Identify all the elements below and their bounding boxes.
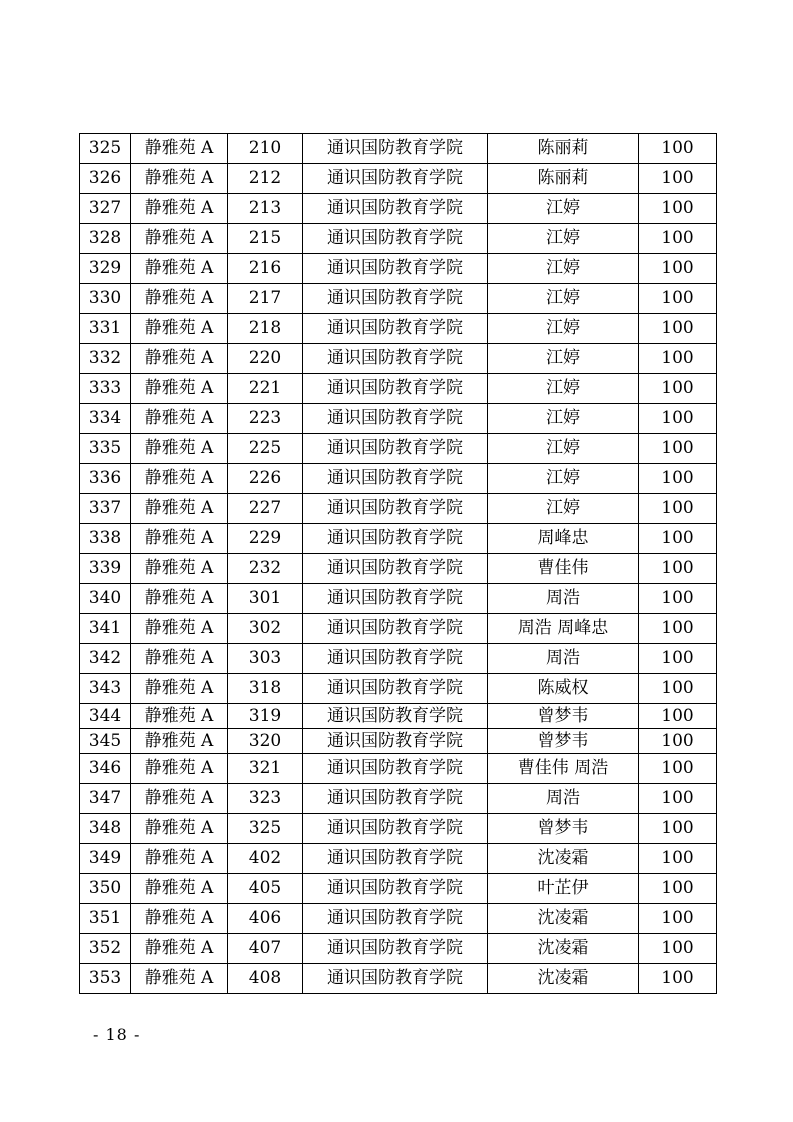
counselor-cell: 周峰忠 bbox=[488, 524, 639, 554]
room-cell: 303 bbox=[228, 644, 303, 674]
building-cell: 静雅苑 A bbox=[131, 344, 228, 374]
table-row bbox=[80, 494, 717, 524]
building-cell: 静雅苑 A bbox=[131, 284, 228, 314]
college-cell: 通识国防教育学院 bbox=[303, 494, 488, 524]
dormitory-table bbox=[79, 133, 717, 994]
table-row bbox=[80, 584, 717, 614]
counselor-cell: 陈丽莉 bbox=[488, 134, 639, 164]
counselor-cell: 沈凌霜 bbox=[488, 934, 639, 964]
row-number-cell: 332 bbox=[80, 344, 131, 374]
score-cell: 100 bbox=[639, 284, 717, 314]
score-cell: 100 bbox=[639, 754, 717, 784]
counselor-cell: 周浩 bbox=[488, 644, 639, 674]
score-cell: 100 bbox=[639, 524, 717, 554]
counselor-cell: 曾梦韦 bbox=[488, 729, 639, 754]
score-cell: 100 bbox=[639, 464, 717, 494]
table-row bbox=[80, 784, 717, 814]
table-row bbox=[80, 644, 717, 674]
score-cell: 100 bbox=[639, 314, 717, 344]
row-number-cell: 336 bbox=[80, 464, 131, 494]
counselor-cell: 曹佳伟 周浩 bbox=[488, 754, 639, 784]
building-cell: 静雅苑 A bbox=[131, 644, 228, 674]
row-number-cell: 334 bbox=[80, 404, 131, 434]
room-cell: 321 bbox=[228, 754, 303, 784]
room-cell: 213 bbox=[228, 194, 303, 224]
counselor-cell: 沈凌霜 bbox=[488, 904, 639, 934]
counselor-cell: 叶芷伊 bbox=[488, 874, 639, 904]
college-cell: 通识国防教育学院 bbox=[303, 134, 488, 164]
counselor-cell: 江婷 bbox=[488, 254, 639, 284]
row-number-cell: 342 bbox=[80, 644, 131, 674]
score-cell: 100 bbox=[639, 344, 717, 374]
college-cell: 通识国防教育学院 bbox=[303, 674, 488, 704]
college-cell: 通识国防教育学院 bbox=[303, 584, 488, 614]
table-row bbox=[80, 464, 717, 494]
building-cell: 静雅苑 A bbox=[131, 224, 228, 254]
room-cell: 226 bbox=[228, 464, 303, 494]
table-row bbox=[80, 404, 717, 434]
room-cell: 319 bbox=[228, 704, 303, 729]
room-cell: 223 bbox=[228, 404, 303, 434]
college-cell: 通识国防教育学院 bbox=[303, 464, 488, 494]
room-cell: 229 bbox=[228, 524, 303, 554]
score-cell: 100 bbox=[639, 904, 717, 934]
row-number-cell: 325 bbox=[80, 134, 131, 164]
score-cell: 100 bbox=[639, 964, 717, 994]
counselor-cell: 陈威权 bbox=[488, 674, 639, 704]
row-number-cell: 346 bbox=[80, 754, 131, 784]
room-cell: 212 bbox=[228, 164, 303, 194]
college-cell: 通识国防教育学院 bbox=[303, 874, 488, 904]
table-row bbox=[80, 284, 717, 314]
building-cell: 静雅苑 A bbox=[131, 784, 228, 814]
score-cell: 100 bbox=[639, 844, 717, 874]
college-cell: 通识国防教育学院 bbox=[303, 729, 488, 754]
room-cell: 406 bbox=[228, 904, 303, 934]
college-cell: 通识国防教育学院 bbox=[303, 904, 488, 934]
counselor-cell: 江婷 bbox=[488, 224, 639, 254]
room-cell: 225 bbox=[228, 434, 303, 464]
college-cell: 通识国防教育学院 bbox=[303, 524, 488, 554]
row-number-cell: 338 bbox=[80, 524, 131, 554]
building-cell: 静雅苑 A bbox=[131, 844, 228, 874]
table-row bbox=[80, 729, 717, 754]
counselor-cell: 曾梦韦 bbox=[488, 814, 639, 844]
score-cell: 100 bbox=[639, 194, 717, 224]
counselor-cell: 江婷 bbox=[488, 374, 639, 404]
building-cell: 静雅苑 A bbox=[131, 374, 228, 404]
room-cell: 218 bbox=[228, 314, 303, 344]
score-cell: 100 bbox=[639, 814, 717, 844]
counselor-cell: 沈凌霜 bbox=[488, 964, 639, 994]
building-cell: 静雅苑 A bbox=[131, 704, 228, 729]
row-number-cell: 335 bbox=[80, 434, 131, 464]
building-cell: 静雅苑 A bbox=[131, 964, 228, 994]
counselor-cell: 江婷 bbox=[488, 344, 639, 374]
row-number-cell: 337 bbox=[80, 494, 131, 524]
table-row bbox=[80, 704, 717, 729]
table-row bbox=[80, 134, 717, 164]
table-body bbox=[80, 134, 717, 994]
building-cell: 静雅苑 A bbox=[131, 874, 228, 904]
table-row bbox=[80, 814, 717, 844]
row-number-cell: 344 bbox=[80, 704, 131, 729]
college-cell: 通识国防教育学院 bbox=[303, 704, 488, 729]
room-cell: 320 bbox=[228, 729, 303, 754]
score-cell: 100 bbox=[639, 254, 717, 284]
room-cell: 408 bbox=[228, 964, 303, 994]
room-cell: 405 bbox=[228, 874, 303, 904]
counselor-cell: 曹佳伟 bbox=[488, 554, 639, 584]
college-cell: 通识国防教育学院 bbox=[303, 344, 488, 374]
room-cell: 402 bbox=[228, 844, 303, 874]
score-cell: 100 bbox=[639, 404, 717, 434]
table-row bbox=[80, 344, 717, 374]
building-cell: 静雅苑 A bbox=[131, 434, 228, 464]
room-cell: 302 bbox=[228, 614, 303, 644]
table-row bbox=[80, 434, 717, 464]
counselor-cell: 江婷 bbox=[488, 464, 639, 494]
row-number-cell: 329 bbox=[80, 254, 131, 284]
counselor-cell: 江婷 bbox=[488, 284, 639, 314]
counselor-cell: 周浩 周峰忠 bbox=[488, 614, 639, 644]
score-cell: 100 bbox=[639, 614, 717, 644]
counselor-cell: 周浩 bbox=[488, 784, 639, 814]
score-cell: 100 bbox=[639, 934, 717, 964]
row-number-cell: 339 bbox=[80, 554, 131, 584]
building-cell: 静雅苑 A bbox=[131, 904, 228, 934]
building-cell: 静雅苑 A bbox=[131, 164, 228, 194]
room-cell: 301 bbox=[228, 584, 303, 614]
building-cell: 静雅苑 A bbox=[131, 464, 228, 494]
row-number-cell: 349 bbox=[80, 844, 131, 874]
table-row bbox=[80, 674, 717, 704]
score-cell: 100 bbox=[639, 554, 717, 584]
score-cell: 100 bbox=[639, 494, 717, 524]
college-cell: 通识国防教育学院 bbox=[303, 964, 488, 994]
counselor-cell: 曾梦韦 bbox=[488, 704, 639, 729]
college-cell: 通识国防教育学院 bbox=[303, 224, 488, 254]
table-row bbox=[80, 964, 717, 994]
score-cell: 100 bbox=[639, 729, 717, 754]
building-cell: 静雅苑 A bbox=[131, 134, 228, 164]
building-cell: 静雅苑 A bbox=[131, 729, 228, 754]
building-cell: 静雅苑 A bbox=[131, 934, 228, 964]
table-row bbox=[80, 904, 717, 934]
room-cell: 323 bbox=[228, 784, 303, 814]
table-row bbox=[80, 254, 717, 284]
room-cell: 407 bbox=[228, 934, 303, 964]
building-cell: 静雅苑 A bbox=[131, 554, 228, 584]
building-cell: 静雅苑 A bbox=[131, 314, 228, 344]
row-number-cell: 333 bbox=[80, 374, 131, 404]
room-cell: 318 bbox=[228, 674, 303, 704]
room-cell: 217 bbox=[228, 284, 303, 314]
college-cell: 通识国防教育学院 bbox=[303, 284, 488, 314]
row-number-cell: 326 bbox=[80, 164, 131, 194]
row-number-cell: 343 bbox=[80, 674, 131, 704]
college-cell: 通识国防教育学院 bbox=[303, 434, 488, 464]
score-cell: 100 bbox=[639, 134, 717, 164]
college-cell: 通识国防教育学院 bbox=[303, 934, 488, 964]
table-row bbox=[80, 314, 717, 344]
row-number-cell: 352 bbox=[80, 934, 131, 964]
score-cell: 100 bbox=[639, 784, 717, 814]
building-cell: 静雅苑 A bbox=[131, 404, 228, 434]
score-cell: 100 bbox=[639, 584, 717, 614]
building-cell: 静雅苑 A bbox=[131, 754, 228, 784]
room-cell: 210 bbox=[228, 134, 303, 164]
row-number-cell: 341 bbox=[80, 614, 131, 644]
college-cell: 通识国防教育学院 bbox=[303, 374, 488, 404]
counselor-cell: 沈凌霜 bbox=[488, 844, 639, 874]
college-cell: 通识国防教育学院 bbox=[303, 194, 488, 224]
building-cell: 静雅苑 A bbox=[131, 614, 228, 644]
college-cell: 通识国防教育学院 bbox=[303, 784, 488, 814]
college-cell: 通识国防教育学院 bbox=[303, 164, 488, 194]
room-cell: 220 bbox=[228, 344, 303, 374]
page-number: - 18 - bbox=[93, 1025, 141, 1044]
score-cell: 100 bbox=[639, 434, 717, 464]
counselor-cell: 江婷 bbox=[488, 494, 639, 524]
row-number-cell: 340 bbox=[80, 584, 131, 614]
room-cell: 221 bbox=[228, 374, 303, 404]
row-number-cell: 347 bbox=[80, 784, 131, 814]
counselor-cell: 江婷 bbox=[488, 314, 639, 344]
table-row bbox=[80, 874, 717, 904]
table-row bbox=[80, 164, 717, 194]
score-cell: 100 bbox=[639, 704, 717, 729]
row-number-cell: 348 bbox=[80, 814, 131, 844]
college-cell: 通识国防教育学院 bbox=[303, 554, 488, 584]
building-cell: 静雅苑 A bbox=[131, 584, 228, 614]
score-cell: 100 bbox=[639, 224, 717, 254]
counselor-cell: 陈丽莉 bbox=[488, 164, 639, 194]
score-cell: 100 bbox=[639, 874, 717, 904]
row-number-cell: 350 bbox=[80, 874, 131, 904]
table-row bbox=[80, 524, 717, 554]
building-cell: 静雅苑 A bbox=[131, 194, 228, 224]
counselor-cell: 周浩 bbox=[488, 584, 639, 614]
row-number-cell: 327 bbox=[80, 194, 131, 224]
row-number-cell: 353 bbox=[80, 964, 131, 994]
building-cell: 静雅苑 A bbox=[131, 494, 228, 524]
table-row bbox=[80, 224, 717, 254]
table-row bbox=[80, 374, 717, 404]
score-cell: 100 bbox=[639, 164, 717, 194]
college-cell: 通识国防教育学院 bbox=[303, 644, 488, 674]
table-row bbox=[80, 554, 717, 584]
table-row bbox=[80, 614, 717, 644]
score-cell: 100 bbox=[639, 674, 717, 704]
room-cell: 227 bbox=[228, 494, 303, 524]
room-cell: 215 bbox=[228, 224, 303, 254]
score-cell: 100 bbox=[639, 374, 717, 404]
college-cell: 通识国防教育学院 bbox=[303, 254, 488, 284]
row-number-cell: 351 bbox=[80, 904, 131, 934]
table-row bbox=[80, 194, 717, 224]
room-cell: 325 bbox=[228, 814, 303, 844]
table-row bbox=[80, 754, 717, 784]
row-number-cell: 328 bbox=[80, 224, 131, 254]
counselor-cell: 江婷 bbox=[488, 434, 639, 464]
building-cell: 静雅苑 A bbox=[131, 814, 228, 844]
room-cell: 232 bbox=[228, 554, 303, 584]
college-cell: 通识国防教育学院 bbox=[303, 754, 488, 784]
counselor-cell: 江婷 bbox=[488, 404, 639, 434]
college-cell: 通识国防教育学院 bbox=[303, 314, 488, 344]
row-number-cell: 330 bbox=[80, 284, 131, 314]
room-cell: 216 bbox=[228, 254, 303, 284]
college-cell: 通识国防教育学院 bbox=[303, 814, 488, 844]
row-number-cell: 331 bbox=[80, 314, 131, 344]
counselor-cell: 江婷 bbox=[488, 194, 639, 224]
building-cell: 静雅苑 A bbox=[131, 674, 228, 704]
building-cell: 静雅苑 A bbox=[131, 254, 228, 284]
row-number-cell: 345 bbox=[80, 729, 131, 754]
college-cell: 通识国防教育学院 bbox=[303, 844, 488, 874]
table-row bbox=[80, 934, 717, 964]
building-cell: 静雅苑 A bbox=[131, 524, 228, 554]
table-row bbox=[80, 844, 717, 874]
score-cell: 100 bbox=[639, 644, 717, 674]
college-cell: 通识国防教育学院 bbox=[303, 614, 488, 644]
college-cell: 通识国防教育学院 bbox=[303, 404, 488, 434]
